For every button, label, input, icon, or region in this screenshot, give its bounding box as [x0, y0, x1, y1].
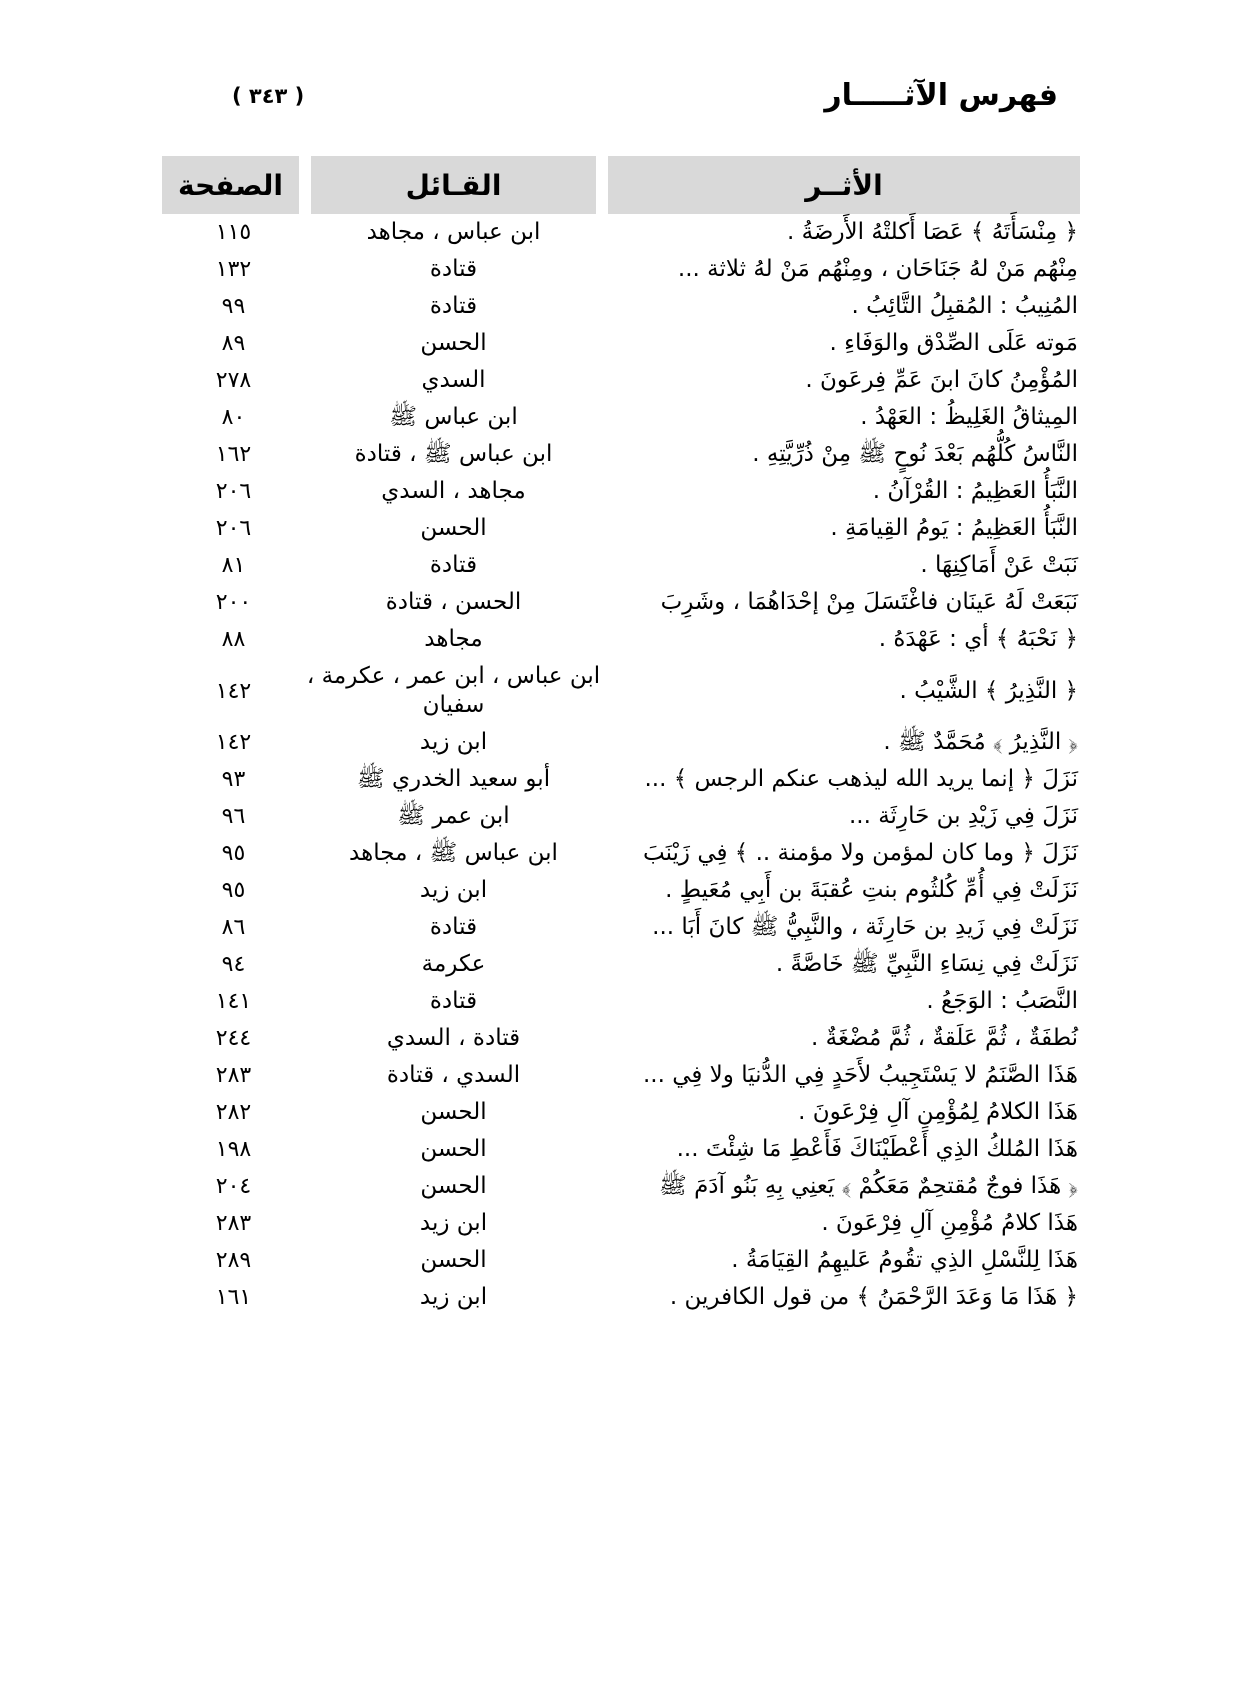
- page-cell: ١٣٢: [215, 257, 252, 282]
- page-cell: ٨٨: [221, 627, 246, 652]
- qail-cell: ابن زيد: [419, 729, 488, 755]
- athar-cell: النَّبَأُ العَظِيمُ : القُرْآنُ .: [872, 478, 1078, 504]
- athar-cell: هَذَا المُلكُ الذِي أَعْطَيْنَاكَ فَأَعْطِ مَا شِئْتَ ...: [676, 1136, 1078, 1162]
- athar-cell: ﴿ النَّذِيرُ ﴾ الشَّيْبُ .: [899, 677, 1078, 704]
- qail-cell: ابن عباس ، ابن عمر ، عكرمة ، سفيان: [306, 663, 601, 718]
- index-title: فهرس الآثـــــار: [824, 78, 1058, 113]
- page-cell: ٢٨٣: [215, 1211, 252, 1236]
- table-row: [162, 724, 1080, 761]
- page-cell: ١٤٢: [215, 730, 252, 755]
- athar-cell: نَزَلَ ﴿ وما كان لمؤمن ولا مؤمنة .. ﴾ فِي زَيْنَبَ: [642, 840, 1078, 866]
- page-header: [0, 78, 1240, 128]
- qail-cell: مجاهد: [424, 626, 483, 652]
- page-cell: ٩٦: [221, 804, 246, 829]
- page-cell: ٢٧٨: [215, 368, 252, 393]
- qail-cell: ابن عباس ، مجاهد: [366, 219, 541, 245]
- qail-cell: الحسن ، قتادة: [385, 589, 522, 615]
- page-cell: ٢٠٦: [215, 516, 252, 541]
- athar-cell: نَزَلَ فِي زَيْدِ بن حَارِثَة ...: [848, 803, 1078, 829]
- page-cell: ١٦٢: [215, 442, 252, 467]
- table-row: [162, 1131, 1080, 1168]
- column-header-page: الصفحة: [162, 156, 305, 214]
- qail-cell: قتادة ، السدي: [386, 1025, 521, 1051]
- athar-cell: هَذَا الصَّنَمُ لا يَسْتَجِيبُ لأَحَدٍ فِي الدُّنيَا ولا فِي ...: [642, 1062, 1078, 1088]
- table-row: [162, 946, 1080, 983]
- qail-cell: قتادة: [429, 293, 478, 319]
- athar-cell: نَزَلَتْ فِي نِسَاءِ النَّبِيِّ ﷺ خَاصَّةً .: [775, 951, 1078, 977]
- qail-cell: ابن عباس ﷺ ، مجاهد: [349, 840, 558, 866]
- qail-cell: الحسن: [420, 1173, 487, 1199]
- athar-cell: ﴿ هَذَا مَا وَعَدَ الرَّحْمَنُ ﴾ من قول الكافرين .: [669, 1284, 1078, 1310]
- qail-cell: الحسن: [420, 1247, 487, 1273]
- qail-cell: ابن زيد: [419, 1210, 488, 1236]
- table-row: [162, 872, 1080, 909]
- qail-cell: ابن عباس ﷺ: [389, 404, 518, 430]
- qail-cell: ابن زيد: [419, 1284, 488, 1310]
- qail-cell: الحسن: [420, 1136, 487, 1162]
- athar-cell: هَذَا لِلنَّسْلِ الذِي تقُومُ عَليهِمُ القِيَامَةُ .: [731, 1247, 1078, 1273]
- table-row: [162, 473, 1080, 510]
- page-cell: ١٩٨: [215, 1137, 252, 1162]
- page-cell: ١٤١: [215, 989, 252, 1014]
- table-row: [162, 761, 1080, 798]
- page-cell: ٩٩: [221, 294, 246, 319]
- athar-cell: النَّاسُ كُلُّهُم بَعْدَ نُوحٍ ﷺ مِنْ ذُرِّيَّتِهِ .: [752, 441, 1078, 467]
- athar-cell: المِيثاقُ الغَلِيظُ : العَهْدُ .: [860, 404, 1078, 430]
- table-row: [162, 251, 1080, 288]
- table-row: [162, 325, 1080, 362]
- table-row: [162, 584, 1080, 621]
- athar-cell: هَذَا الكلامُ لِمُؤْمِنِ آلِ فِرْعَونَ .: [798, 1099, 1078, 1125]
- page-cell: ٨٠: [221, 405, 246, 430]
- athar-cell: ﴿ هَذَا فوجٌ مُقتحِمٌ مَعَكُمْ ﴾ يَعنِي بِهِ بَنُو آدَمَ ﷺ: [658, 1173, 1078, 1199]
- table-row: [162, 214, 1080, 251]
- page-cell: ٢٤٤: [215, 1026, 252, 1051]
- table-row: [162, 510, 1080, 547]
- table-row: [162, 1020, 1080, 1057]
- page-cell: ٢٨٢: [215, 1100, 252, 1125]
- athar-cell: ﴿ نَحْبَهُ ﴾ أي : عَهْدَهُ .: [878, 626, 1078, 652]
- table-row: [162, 909, 1080, 946]
- page-cell: ٨٦: [221, 915, 246, 940]
- page-cell: ٢٨٩: [215, 1248, 252, 1273]
- column-header-athar: الأثــر: [602, 156, 1080, 214]
- athar-cell: نُطفَةٌ ، ثُمَّ عَلَقةٌ ، ثُمَّ مُضْغَةٌ .: [811, 1025, 1078, 1051]
- page-cell: ٨١: [221, 553, 246, 578]
- athar-cell: مَوته عَلَى الصِّدْق والوَفَاءِ .: [829, 330, 1078, 356]
- table-row: [162, 362, 1080, 399]
- athar-cell: نَزَلَ ﴿ إنما يريد الله ليذهب عنكم الرجس ﴾ ...: [644, 766, 1078, 792]
- qail-cell: الحسن: [420, 330, 487, 356]
- qail-cell: عكرمة: [421, 951, 486, 977]
- athar-cell: المُنِيبُ : المُقبِلُ التَّائِبُ .: [851, 293, 1078, 319]
- qail-cell: السدي ، قتادة: [386, 1062, 521, 1088]
- page-cell: ٨٩: [221, 331, 246, 356]
- table-row: [162, 547, 1080, 584]
- table-row: [162, 1242, 1080, 1279]
- qail-cell: ابن زيد: [419, 877, 488, 903]
- page-cell: ٩٥: [221, 841, 246, 866]
- table-row: [162, 1168, 1080, 1205]
- page-cell: ٩٣: [221, 767, 246, 792]
- table-row: [162, 1094, 1080, 1131]
- athar-index-table: [162, 156, 1080, 1316]
- table-row: [162, 835, 1080, 872]
- qail-cell: ابن عباس ﷺ ، قتادة: [354, 441, 553, 467]
- page-cell: ٢٠٠: [215, 590, 252, 615]
- table-row: [162, 798, 1080, 835]
- page-cell: ٢٨٣: [215, 1063, 252, 1088]
- page-cell: ١٦١: [215, 1285, 252, 1310]
- table-header-row: [162, 156, 1080, 214]
- table-row: [162, 621, 1080, 658]
- page-cell: ٩٥: [221, 878, 246, 903]
- table-row: [162, 1057, 1080, 1094]
- table-row: [162, 658, 1080, 724]
- qail-cell: قتادة: [429, 256, 478, 282]
- athar-cell: النَّصَبُ : الوَجَعُ .: [926, 988, 1078, 1014]
- page-cell: ٢٠٤: [215, 1174, 252, 1199]
- athar-cell: مِنْهُم مَنْ لهُ جَنَاحَان ، ومِنْهُم مَنْ لهُ ثلاثة ...: [677, 256, 1078, 282]
- column-header-qail: القـائل: [305, 156, 602, 214]
- table-row: [162, 1205, 1080, 1242]
- qail-cell: الحسن: [420, 1099, 487, 1125]
- qail-cell: السدي: [421, 367, 486, 393]
- qail-cell: أبو سعيد الخدري ﷺ: [356, 766, 551, 792]
- table-row: [162, 983, 1080, 1020]
- page-cell: ١١٥: [215, 220, 252, 245]
- athar-cell: نَبَعَتْ لَهُ عَينَان فاغْتَسَلَ مِنْ إحْدَاهُمَا ، وشَرِبَ: [660, 589, 1078, 615]
- page-cell: ٩٤: [221, 952, 246, 977]
- table-row: [162, 288, 1080, 325]
- table-row: [162, 436, 1080, 473]
- athar-cell: نَزَلَتْ فِي زَيدِ بن حَارِثَة ، والنَّبِيُّ ﷺ كانَ أَبَا ...: [652, 914, 1078, 940]
- page-number: ( ٣٤٣ ): [232, 84, 305, 108]
- table-row: [162, 1279, 1080, 1316]
- page-cell: ١٤٢: [215, 678, 252, 704]
- athar-cell: هَذَا كلامُ مُؤْمِنِ آلِ فِرْعَونَ .: [821, 1210, 1078, 1236]
- athar-cell: نَزَلَتْ فِي أُمِّ كُلثُوم بنتِ عُقبَةَ بن أَبِي مُعَيطٍ .: [665, 877, 1078, 903]
- table-row: [162, 399, 1080, 436]
- page-cell: ٢٠٦: [215, 479, 252, 504]
- qail-cell: الحسن: [420, 515, 487, 541]
- qail-cell: قتادة: [429, 988, 478, 1014]
- athar-cell: المُؤْمِنُ كانَ ابنَ عَمِّ فِرعَونَ .: [805, 367, 1078, 393]
- qail-cell: مجاهد ، السدي: [381, 478, 526, 504]
- athar-cell: نَبَتْ عَنْ أَمَاكِنِهَا .: [920, 552, 1078, 578]
- qail-cell: ابن عمر ﷺ: [397, 803, 510, 829]
- athar-cell: ﴿ مِنْسَأَتَهُ ﴾ عَصَا أَكلتْهُ الأَرضَةُ .: [786, 219, 1078, 245]
- athar-cell: النَّبَأُ العَظِيمُ : يَومُ القِيامَةِ .: [830, 515, 1078, 541]
- qail-cell: قتادة: [429, 552, 478, 578]
- athar-cell: ﴿ النَّذِيرُ ﴾ مُحَمَّدٌ ﷺ .: [883, 729, 1078, 755]
- qail-cell: قتادة: [429, 914, 478, 940]
